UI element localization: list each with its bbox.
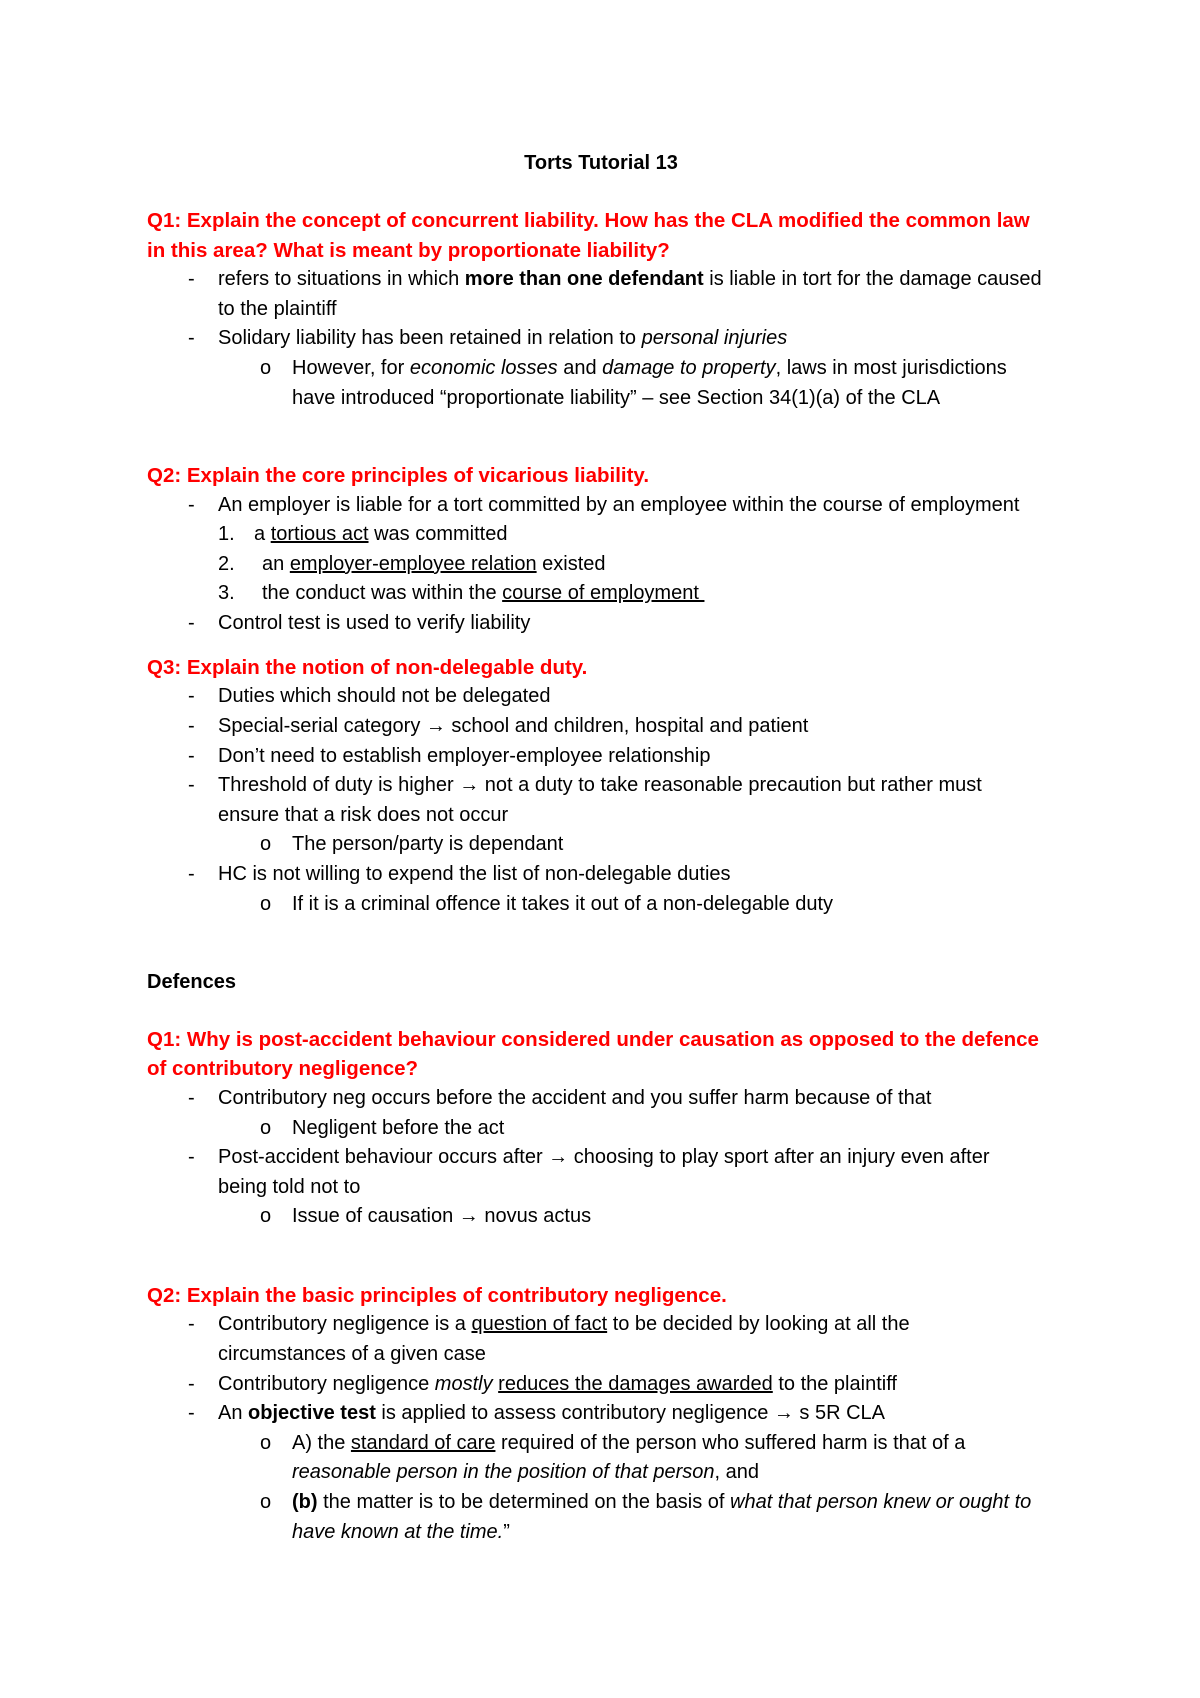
sub-bullet-item (147, 890, 1187, 920)
text-run: school and children, hospital and patient (445, 715, 809, 738)
sub-bullet-text: If it is a criminal offence it takes it out of a non-delegable duty (292, 892, 834, 915)
circle-marker: o (260, 1205, 272, 1228)
bold-text: objective test (248, 1402, 376, 1425)
text-run: Special-serial category (218, 715, 426, 738)
text-run: to be decided by looking at all the (607, 1313, 910, 1336)
sub-bullet-text: have introduced “proportionate liability” – see Section 34(1)(a) of the CLA (292, 386, 941, 409)
question-heading: Q1: Explain the concept of concurrent liability. How has the CLA modified the common law (147, 208, 1030, 232)
italic-text: reasonable person in the position of that person (292, 1461, 715, 1484)
sub-bullet-continuation (147, 1458, 1187, 1488)
text-run: and (557, 356, 603, 379)
dash-marker: - (188, 1146, 195, 1169)
italic-text: what that person knew or ought to (730, 1490, 1032, 1513)
text-run: is liable in tort for the damage caused (703, 268, 1042, 291)
text-run: Threshold of duty is higher (218, 774, 460, 797)
sub-bullet-item (147, 1429, 1187, 1459)
question-heading: Q2: Explain the basic principles of contributory negligence. (147, 1283, 727, 1307)
bullet-item (147, 1143, 1187, 1173)
text-run: existed (536, 552, 606, 575)
text-run: the conduct was within the (262, 582, 503, 605)
text-run: , laws in most jurisdictions (775, 356, 1007, 379)
question-heading: Q1: Why is post-accident behaviour considered under causation as opposed to the defence (147, 1027, 1039, 1051)
sub-bullet-item (147, 1114, 1187, 1144)
underlined-text: question of fact (471, 1313, 608, 1336)
bullet-item (147, 1310, 1187, 1340)
arrow-icon: → (459, 774, 480, 797)
dash-marker: - (188, 863, 195, 886)
text-run: ” (503, 1520, 510, 1543)
text-run: Contributory negligence is a (218, 1313, 472, 1336)
sub-bullet-text (292, 354, 1007, 384)
text-run: not a duty to take reasonable precaution but rather must (479, 774, 982, 797)
dash-marker: - (188, 1372, 195, 1395)
arrow-icon: → (773, 1402, 794, 1425)
circle-marker: o (260, 1116, 272, 1139)
document-body (147, 149, 1187, 1547)
text-run: Issue of causation (292, 1205, 459, 1228)
italic-text: damage to property (602, 356, 776, 379)
dash-marker: - (188, 685, 195, 708)
bullet-item (147, 265, 1187, 295)
text-run: choosing to play sport after an injury even after (568, 1146, 990, 1169)
italic-text: personal injuries (641, 327, 788, 350)
text-run: Contributory negligence (218, 1372, 435, 1395)
italic-text: have known at the time. (292, 1520, 504, 1543)
italic-text: mostly (434, 1372, 493, 1395)
number-marker: 1. (218, 523, 235, 546)
sub-bullet-text (292, 1202, 591, 1232)
circle-marker: o (260, 892, 272, 915)
sub-bullet-item (147, 1202, 1187, 1232)
text-run: the matter is to be determined on the basis of (317, 1490, 730, 1513)
text-run: Solidary liability has been retained in relation to (218, 327, 642, 350)
numbered-item (147, 520, 1187, 550)
bullet-continuation (147, 1173, 1187, 1203)
arrow-icon: → (548, 1146, 569, 1169)
bullet-item (147, 609, 1187, 639)
bullet-text: being told not to (218, 1175, 361, 1198)
number-marker: 2. (218, 552, 235, 575)
bullet-text: ensure that a risk does not occur (218, 803, 509, 826)
underlined-text: reduces the damages awarded (498, 1372, 773, 1395)
text-run: However, for (292, 356, 410, 379)
underlined-text: employer-employee relation (289, 552, 537, 575)
sub-bullet-continuation (147, 384, 1187, 414)
bold-text: (b) (292, 1490, 318, 1513)
arrow-icon: → (425, 715, 446, 738)
bullet-text (218, 1143, 990, 1173)
bullet-continuation (147, 801, 1187, 831)
text-run: was committed (368, 523, 508, 546)
bullet-item (147, 1370, 1187, 1400)
sub-bullet-text (292, 1488, 1031, 1518)
circle-marker: o (260, 1431, 272, 1454)
bullet-text (218, 1310, 910, 1340)
bullet-item (147, 742, 1187, 772)
sub-bullet-item (147, 830, 1187, 860)
question-heading: Q2: Explain the core principles of vicarious liability. (147, 463, 650, 487)
sub-bullet-text (292, 1429, 965, 1459)
bullet-item (147, 1084, 1187, 1114)
bullet-item (147, 771, 1187, 801)
dash-marker: - (188, 327, 195, 350)
bullet-item (147, 324, 1187, 354)
text-run: s 5R CLA (793, 1402, 886, 1425)
bullet-text (218, 712, 808, 742)
arrow-icon: → (458, 1205, 479, 1228)
bullet-item (147, 491, 1187, 521)
italic-text: economic losses (409, 356, 558, 379)
text-run: A) the (292, 1431, 351, 1454)
bullet-text: circumstances of a given case (218, 1342, 486, 1365)
bullet-item (147, 712, 1187, 742)
numbered-text (262, 550, 606, 580)
underlined-text: standard of care (350, 1431, 496, 1454)
bullet-text: HC is not willing to expend the list of non-delegable duties (218, 863, 731, 886)
underlined-text: tortious act (270, 523, 369, 546)
sub-bullet-item (147, 354, 1187, 384)
bullet-text: to the plaintiff (218, 297, 337, 320)
text-run: novus actus (478, 1205, 592, 1228)
text-run: required of the person who suffered harm is that of a (495, 1431, 966, 1454)
bullet-text (218, 1399, 885, 1429)
bullet-continuation (147, 295, 1187, 325)
dash-marker: - (188, 744, 195, 767)
bullet-text: Duties which should not be delegated (218, 685, 551, 708)
dash-marker: - (188, 1087, 195, 1109)
dash-marker: - (188, 1402, 195, 1425)
document-title: Torts Tutorial 13 (524, 152, 678, 174)
question-heading-continuation: in this area? What is meant by proportionate liability? (147, 238, 670, 262)
numbered-text (254, 520, 507, 550)
bullet-text (218, 265, 1042, 295)
bullet-text: Don’t need to establish employer-employee relationship (218, 744, 711, 767)
text-run: a (254, 523, 271, 546)
numbered-text (262, 579, 704, 609)
dash-marker: - (188, 493, 195, 516)
text-run: Post-accident behaviour occurs after (218, 1146, 549, 1169)
circle-marker: o (260, 833, 272, 856)
text-run: an (262, 552, 290, 575)
bullet-text: Control test is used to verify liability (218, 611, 531, 634)
bullet-text (218, 324, 787, 354)
sub-bullet-item (147, 1488, 1187, 1518)
section-heading: Defences (147, 970, 236, 993)
bullet-text: Contributory neg occurs before the accident and you suffer harm because of that (218, 1087, 932, 1109)
text-run: An (218, 1402, 249, 1425)
sub-bullet-continuation (147, 1518, 1187, 1548)
numbered-item (147, 579, 1187, 609)
dash-marker: - (188, 611, 195, 634)
dash-marker: - (188, 715, 195, 738)
question-heading: Q3: Explain the notion of non-delegable duty. (147, 655, 588, 679)
numbered-item (147, 550, 1187, 580)
bullet-text (218, 1370, 897, 1400)
text-run: , and (714, 1461, 759, 1484)
number-marker: 3. (218, 582, 235, 605)
sub-bullet-text: Negligent before the act (292, 1116, 505, 1139)
bullet-text (218, 771, 982, 801)
circle-marker: o (260, 1490, 272, 1513)
text-run: to the plaintiff (772, 1372, 897, 1395)
underlined-text: course of employment (502, 582, 705, 605)
bullet-text: An employer is liable for a tort committed by an employee within the course of employment (218, 493, 1020, 516)
bullet-item (147, 1399, 1187, 1429)
bullet-continuation (147, 1340, 1187, 1370)
dash-marker: - (188, 774, 195, 797)
bullet-item (147, 682, 1187, 712)
circle-marker: o (260, 356, 272, 379)
dash-marker: - (188, 1313, 195, 1336)
dash-marker: - (188, 268, 195, 291)
bold-text: more than one defendant (464, 268, 704, 291)
question-heading-continuation: of contributory negligence? (147, 1057, 419, 1081)
sub-bullet-text: The person/party is dependant (292, 833, 564, 856)
sub-bullet-text (292, 1458, 759, 1488)
bullet-item (147, 860, 1187, 890)
sub-bullet-text (292, 1518, 510, 1548)
text-run: is applied to assess contributory negligence (375, 1402, 774, 1425)
text-run: refers to situations in which (218, 268, 465, 291)
